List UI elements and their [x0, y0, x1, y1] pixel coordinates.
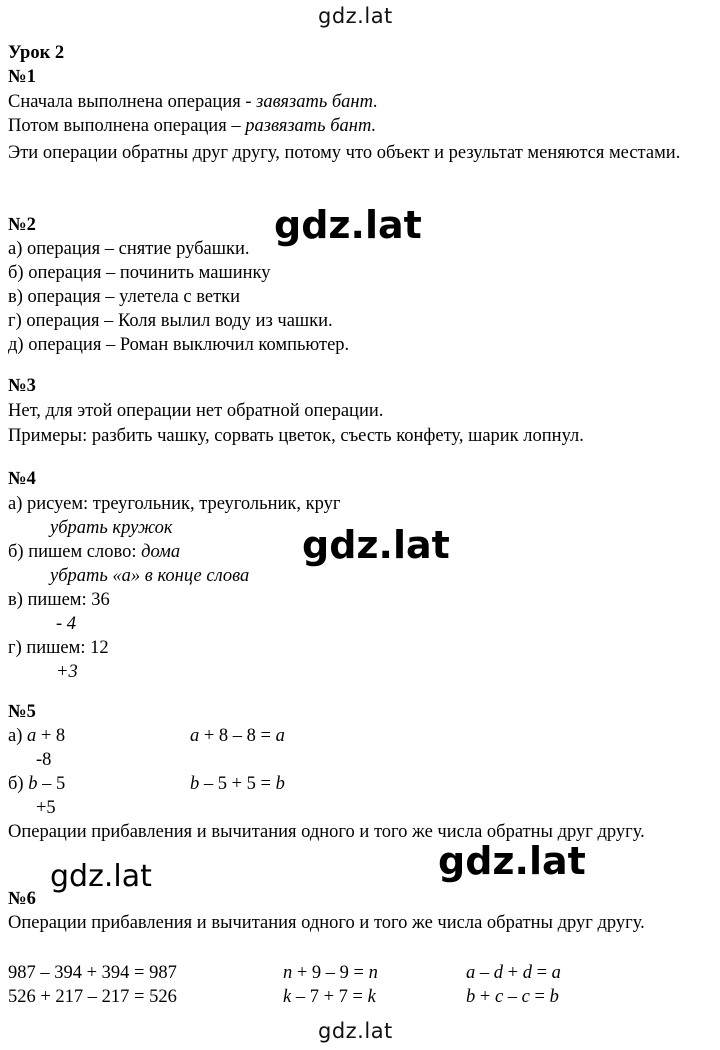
task-3-line-2: Примеры: разбить чашку, сорвать цветок, съесть конфету, шарик лопнул.: [8, 426, 584, 446]
task-6-row-2-col-1: 526 + 217 – 217 = 526: [8, 987, 177, 1007]
task-2-title: №2: [8, 215, 36, 235]
task-5-title: №5: [8, 702, 36, 722]
task-1-line-1: Сначала выполнена операция - завязать бант.: [8, 92, 378, 112]
task-5-a-operation: -8: [36, 750, 52, 770]
task-1-line-2: Потом выполнена операция – развязать бант.: [8, 116, 377, 136]
task-4-g: г) пишем: 12: [8, 638, 109, 658]
task-5-b-equation: b – 5 + 5 = b: [190, 774, 285, 794]
task-4-v-operation: - 4: [56, 614, 77, 634]
task-1-paragraph: Эти операции обратны друг другу, потому что объект и результат меняются местами.: [8, 143, 681, 163]
task-2-item-d: д) операция – Роман выключил компьютер.: [8, 335, 350, 355]
task-6-row-1-col-3: a – d + d = a: [466, 963, 561, 983]
watermark-top: gdz.lat: [318, 4, 393, 28]
task-5-b-operation: +5: [36, 798, 56, 818]
task-4-g-operation: +3: [56, 662, 78, 682]
task-6-paragraph: Операции прибавления и вычитания одного и того же числа обратны друг другу.: [8, 913, 645, 933]
watermark-overlay-4: gdz.lat: [46, 862, 156, 892]
task-1-title: №1: [8, 67, 36, 87]
task-4-v: в) пишем: 36: [8, 590, 110, 610]
task-2-item-v: в) операция – улетела с ветки: [8, 287, 241, 307]
watermark-overlay-3: gdz.lat: [434, 842, 590, 880]
task-4-title: №4: [8, 469, 36, 489]
watermark-overlay-2: gdz.lat: [298, 526, 454, 564]
task-2-item-a: а) операция – снятие рубашки.: [8, 239, 250, 259]
task-6-row-1-col-2: n + 9 – 9 = n: [283, 963, 378, 983]
task-6-title: №6: [8, 889, 36, 909]
task-5-paragraph: Операции прибавления и вычитания одного и того же числа обратны друг другу.: [8, 822, 645, 842]
task-5-a-equation: a + 8 – 8 = a: [190, 726, 285, 746]
task-5-a: а) a + 8: [8, 726, 66, 746]
task-3-line-1: Нет, для этой операции нет обратной операции.: [8, 401, 384, 421]
task-4-b: б) пишем слово: дома: [8, 542, 181, 562]
watermark-overlay-1: gdz.lat: [270, 206, 426, 244]
task-2-item-b: б) операция – починить машинку: [8, 263, 271, 283]
task-4-b-operation: убрать «а» в конце слова: [50, 566, 250, 586]
task-6-row-1-col-1: 987 – 394 + 394 = 987: [8, 963, 177, 983]
task-5-b: б) b – 5: [8, 774, 66, 794]
task-2-item-g: г) операция – Коля вылил воду из чашки.: [8, 311, 333, 331]
task-4-a: а) рисуем: треугольник, треугольник, круг: [8, 494, 341, 514]
task-6-row-2-col-3: b + c – c = b: [466, 987, 559, 1007]
watermark-bottom: gdz.lat: [318, 1019, 393, 1043]
task-6-row-2-col-2: k – 7 + 7 = k: [283, 987, 376, 1007]
task-4-a-operation: убрать кружок: [50, 518, 173, 538]
task-3-title: №3: [8, 376, 36, 396]
lesson-title: Урок 2: [8, 43, 65, 63]
